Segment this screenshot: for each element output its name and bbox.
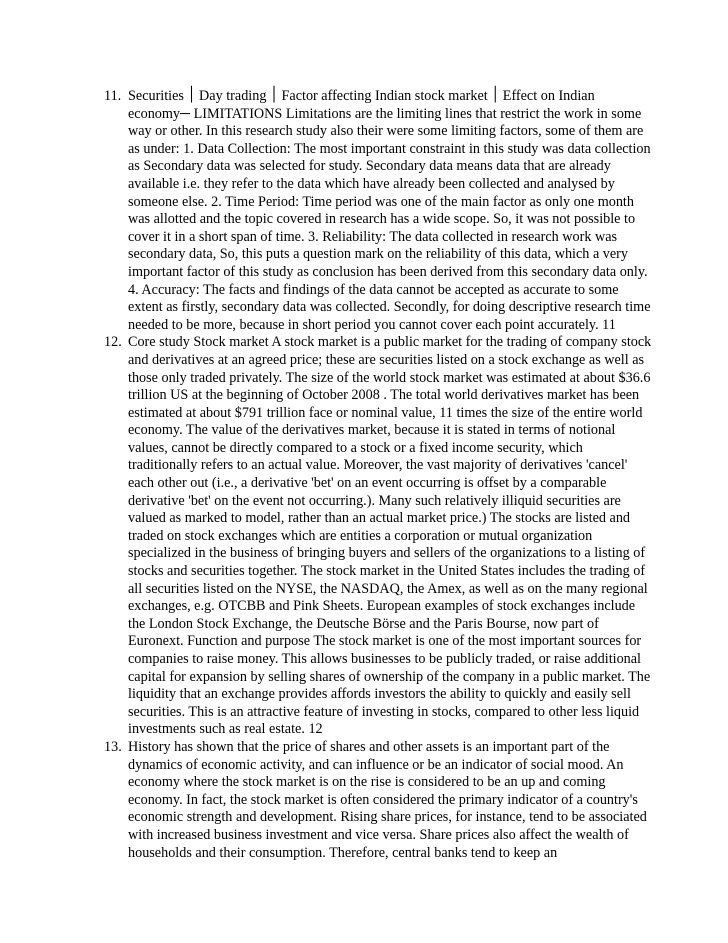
list-item-text: History has shown that the price of shares and other assets is an important part of the dynamics of economic activity, and can influence or be an indicator of social mood. An economy where the stock market is on the rise is considered to be an up and coming economy. In fact, the stock market is often considered the primary indicator of a country's economic strength and development. Rising share prices, for instance, tend to be associated with increased business investment and vice versa. Share prices also affect the wealth of households and their consumption. Therefore, central banks tend to keep an — [128, 738, 647, 861]
list-item-text: Securities ׀ Day trading ׀ Factor affecting Indian stock market ׀ Effect on Indian economy─ LIMITATIONS Limitations are the limiting lines that restrict the work in some way or other. In this research study also their were some limiting factors, some of them are as under: 1. Data Collection: The most important constraint in this study was data collection as Secondary data was selected for study. Secondary data means data that are already available i.e. they refer to the data which have already been collected and analysed by someone else. 2. Time Period: Time period was one of the main factor as only one month was allotted and the topic covered in research has a wide scope. So, it was not possible to cover it in a short span of time. 3. Reliability: The data collected in research work was secondary data, So, this puts a question mark on the reliability of this data, which a very important factor of this study as conclusion has been derived from this secondary data only. 4. Accuracy: The facts and findings of the data cannot be accepted as accurate to some extent as firstly, secondary data was collected. Secondly, for doing descriptive research time needed to be more, because in short period you cannot cover each point accurately. 11 — [128, 88, 651, 333]
list-item-text: Core study Stock market A stock market is a public market for the trading of company stock and derivatives at an agreed price; these are securities listed on a stock exchange as well as those only traded privately. The size of the world stock market was estimated at about $36.6 trillion US at the beginning of October 2008 . The total world derivatives market has been estimated at about $791 trillion face or nominal value, 11 times the size of the entire world economy. The value of the derivatives market, because it is stated in terms of notional values, cannot be directly compared to a stock or a fixed income security, which traditionally refers to an actual value. Moreover, the vast majority of derivatives 'cancel' each other out (i.e., a derivative 'bet' on an event occurring is offset by a comparable derivative 'bet' on the event not occurring.). Many such relatively illiquid securities are valued as marked to model, rather than an actual market price.) The stocks are listed and traded on stock exchanges which are entities a corporation or mutual organization specialized in the business of bringing buyers and sellers of the organizations to a listing of stocks and securities together. The stock market in the United States includes the trading of all securities listed on the NYSE, the NASDAQ, the Amex, as well as on the many regional exchanges, e.g. OTCBB and Pink Sheets. European examples of stock exchanges include the London Stock Exchange, the Deutsche Börse and the Paris Bourse, now part of Euronext. Function and purpose The stock market is one of the most important sources for companies to raise money. This allows businesses to be publicly traded, or raise additional capital for expansion by selling shares of ownership of the company in a public market. The liquidity that an exchange provides affords investors the ability to quickly and easily sell securities. This is an attractive feature of investing in stocks, compared to other less liquid investments such as real estate. 12 — [128, 334, 652, 738]
numbered-list — [104, 88, 652, 862]
list-item-number: 13. — [104, 738, 122, 755]
list-item — [104, 334, 652, 739]
list-item-number: 12. — [104, 334, 122, 351]
list-item-number: 11. — [104, 88, 122, 104]
list-item — [104, 88, 652, 334]
list-item — [104, 739, 652, 862]
